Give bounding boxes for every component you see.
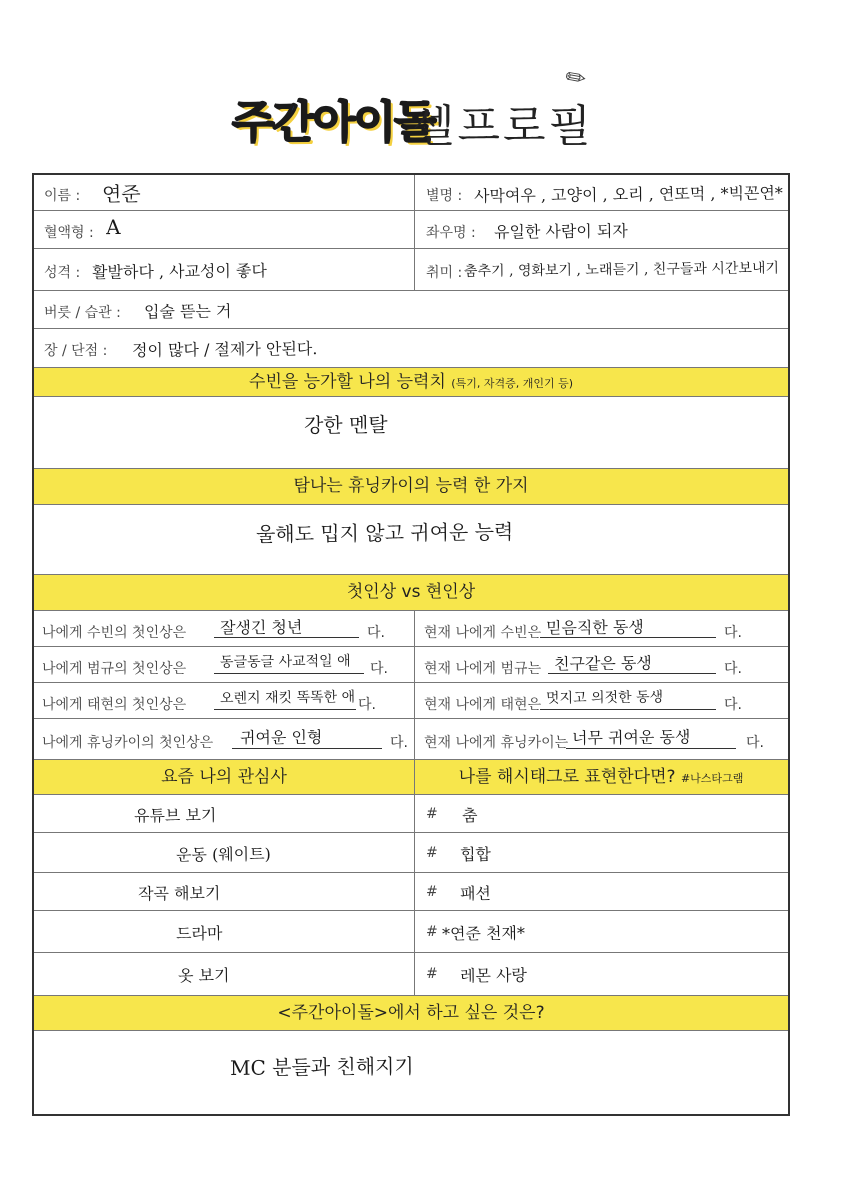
impression-row [34,647,788,683]
suffix: 다. [746,735,764,751]
answer-underline [232,748,382,749]
page-title: 셀프로필 [412,101,595,152]
hash-symbol: # [426,884,438,900]
wish-value: MC 분들과 친해지기 [229,1054,414,1080]
suffix: 다. [358,697,376,713]
interest-item: 옷 보기 [177,965,230,986]
interest-row [34,833,788,873]
interest-row [34,795,788,833]
hobby-label: 취미 : [426,265,463,281]
interest-row [34,953,788,995]
current-impression-label: 현재 나에게 수빈은 [424,625,542,641]
hash-symbol: # [426,924,438,940]
answer-underline [540,637,716,638]
hashtag-item: 춤 [461,805,478,826]
logo-text-1: 주간 [232,97,314,148]
hash-symbol: # [426,966,438,982]
first-impression-label: 나에게 휴닝카이의 첫인상은 [42,735,214,751]
current-impression-value: 멋지고 의젓한 동생 [545,689,664,707]
header [0,60,847,180]
row-name [34,175,788,211]
first-impression-value: 잘생긴 청년 [219,617,303,638]
current-impression-value: 너무 귀여운 동생 [571,727,691,748]
nickname-label: 별명 : [426,188,463,204]
covet-title: 탐나는 휴닝카이의 능력 한 가지 [293,476,529,496]
ability-box [34,397,788,469]
wish-header [34,995,788,1031]
current-impression-label: 현재 나에게 범규는 [424,661,542,677]
blood-label: 혈액형 : [44,225,94,241]
row-habit [34,291,788,329]
first-impression-label: 나에게 태현의 첫인상은 [42,697,187,713]
answer-underline [540,709,716,710]
covet-box [34,505,788,575]
interest-item: 운동 (웨이트) [175,844,271,865]
name-value: 연준 [101,181,141,207]
answer-underline [214,637,359,638]
first-impression-label: 나에게 수빈의 첫인상은 [42,625,187,641]
interests-header [34,759,788,795]
first-impression-label: 나에게 범규의 첫인상은 [42,661,187,677]
wish-title: <주간아이돌>에서 하고 싶은 것은? [277,1003,545,1023]
interest-item: 유튜브 보기 [133,805,217,826]
interest-item: 작곡 해보기 [137,883,221,904]
answer-underline [566,748,736,749]
hash-symbol: # [426,806,438,822]
interest-row [34,873,788,911]
interests-title: 요즘 나의 관심사 [161,767,287,787]
profile-form [32,173,790,1116]
habit-label: 버릇 / 습관 : [44,305,121,321]
hashtags-header-text [414,760,788,796]
strength-value: 정이 많다 / 절제가 안된다. [131,339,318,360]
personality-label: 성격 : [44,265,81,281]
current-impression-label: 현재 나에게 태현은 [424,697,542,713]
row-strength [34,329,788,367]
suffix: 다. [367,625,385,641]
answer-underline [214,673,364,674]
current-impression-value: 믿음직한 동생 [545,617,644,638]
covet-value: 울해도 밉지 않고 귀여운 능력 [255,519,514,547]
hashtag-item: 패션 [459,883,492,904]
first-impression-value: 귀여운 인형 [239,727,323,748]
hashtag-item: *연준 천재* [441,923,526,944]
strength-label: 장 / 단점 : [44,343,108,359]
hashtag-item: 힙합 [459,844,492,865]
show-logo [232,86,435,150]
hash-symbol: # [426,845,438,861]
suffix: 다. [390,735,408,751]
suffix: 다. [724,697,742,713]
row-personality [34,249,788,291]
first-impression-value: 동글동글 사교적일 애 [219,653,351,671]
hashtag-item: 레몬 사랑 [459,965,528,986]
ability-note: (특기, 자격증, 개인기 등) [451,377,573,390]
pencil-icon: ✎ [559,60,593,96]
interest-row [34,911,788,953]
habit-value: 입술 뜯는 거 [143,301,232,322]
row-blood [34,211,788,249]
current-impression-label: 현재 나에게 휴닝카이는 [424,735,569,751]
impression-row [34,719,788,759]
impression-header [34,575,788,611]
wish-box [34,1031,788,1114]
motto-label: 좌우명 : [426,225,476,241]
covet-header [34,469,788,505]
hobby-value: 춤추기 , 영화보기 , 노래듣기 , 친구들과 시간보내기 [463,260,780,280]
current-impression-value: 친구같은 동생 [553,653,652,674]
impression-row [34,683,788,719]
personality-value: 활발하다 , 사교성이 좋다 [91,261,268,282]
impression-title: 첫인상 vs 현인상 [346,582,476,602]
blood-value: A [105,214,121,240]
logo-text-2: 아이돌 [313,97,435,148]
suffix: 다. [724,625,742,641]
impression-divider [414,611,415,759]
suffix: 다. [724,661,742,677]
ability-header [34,367,788,397]
motto-value: 유일한 사람이 되자 [493,221,628,242]
answer-underline [214,709,356,710]
hashtags-title: 나를 해시태그로 표현한다면? [458,767,676,787]
first-impression-value: 오렌지 재킷 똑똑한 애 [219,689,356,707]
suffix: 다. [370,661,388,677]
ability-title: 수빈을 능가할 나의 능력치 [249,372,446,392]
interest-item: 드라마 [175,923,223,944]
name-label: 이름 : [44,188,81,204]
ability-value: 강한 멘탈 [303,412,388,438]
answer-underline [548,673,716,674]
nickname-value: 사막여우 , 고양이 , 오리 , 연또먹 , *빅꼰연* [473,183,783,206]
hashtags-note: #나스타그램 [680,772,744,785]
impression-row [34,611,788,647]
basic-divider [414,175,415,291]
